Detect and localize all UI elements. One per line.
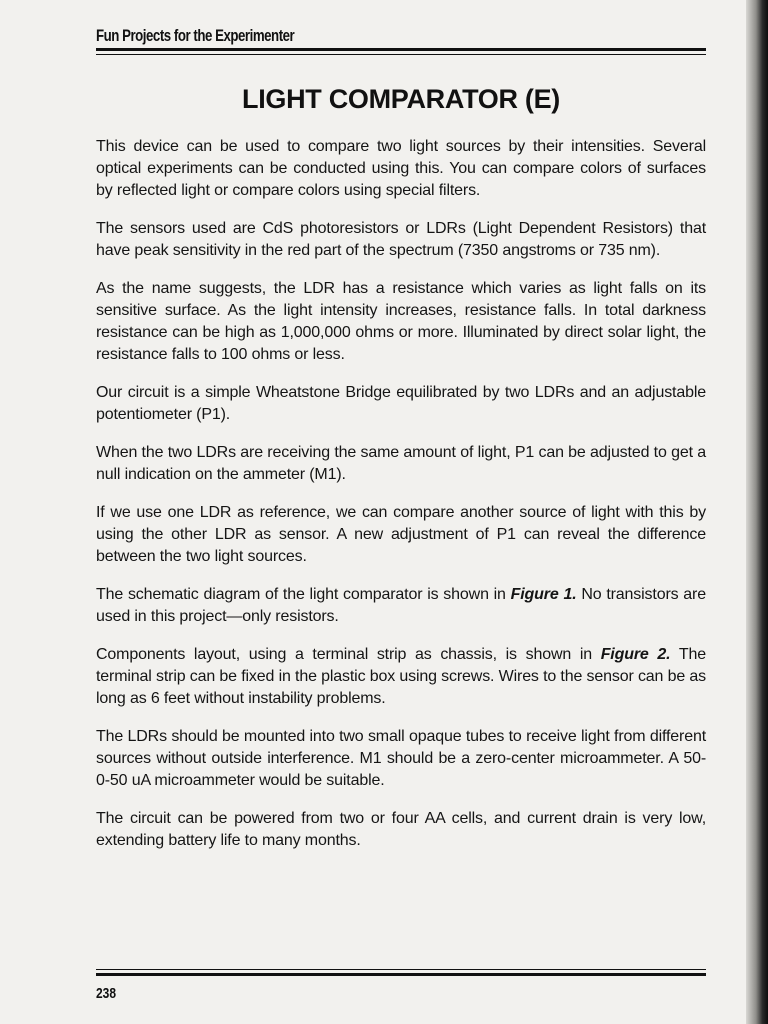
header-rule-thick: [96, 48, 706, 51]
page-number: 238: [96, 985, 117, 1002]
paragraph-layout: [96, 644, 706, 710]
header-rule-thin: [96, 54, 706, 55]
paragraph-reference: If we use one LDR as reference, we can compare another source of light with this by using the other LDR as sensor. A new adjustment of P1 can reveal the difference between the two light sources.: [96, 504, 706, 565]
paragraph-bridge: Our circuit is a simple Wheatstone Bridge equilibrated by two LDRs and an adjustable potentiometer (P1).: [96, 384, 706, 423]
article-body: [96, 136, 706, 868]
text-run: The schematic diagram of the light comparator is shown in: [96, 586, 511, 603]
paragraph-sensors: The sensors used are CdS photoresistors or LDRs (Light Dependent Resistors) that have peak sensitivity in the red part of the spectrum (7350 angstroms or 735 nm).: [96, 220, 706, 259]
paragraph-intro: This device can be used to compare two light sources by their intensities. Several optical experiments can be conducted using this. You can compare colors of surfaces by reflected light or compare colors using special filters.: [96, 138, 706, 199]
paragraph-null-adjust: When the two LDRs are receiving the same amount of light, P1 can be adjusted to get a null indication on the ammeter (M1).: [96, 444, 706, 483]
paragraph-schematic: [96, 584, 706, 628]
text-run: No transistors are used in this project—only resistors.: [96, 586, 706, 625]
figure-reference[interactable]: Figure 2.: [600, 646, 671, 663]
footer-rule-thick: [96, 973, 706, 976]
footer-rule-thin: [96, 969, 706, 970]
paragraph-power: The circuit can be powered from two or four AA cells, and current drain is very low, extending battery life to many months.: [96, 810, 706, 849]
figure-reference[interactable]: Figure 1.: [510, 586, 577, 603]
scan-binding-edge: [746, 0, 768, 1024]
paragraph-ldr-resistance: As the name suggests, the LDR has a resistance which varies as light falls on its sensitive surface. As the light intensity increases, resistance falls. In total darkness resistance can be high as 1,000,000 ohms or more. Illuminated by direct solar light, the resistance falls to 100 ohms or less.: [96, 280, 706, 363]
text-run: Components layout, using a terminal strip as chassis, is shown in: [96, 646, 601, 663]
paragraph-mounting: The LDRs should be mounted into two small opaque tubes to receive light from different sources without outside interference. M1 should be a zero-center microammeter. A 50-0-50 uA microammeter would be suitable.: [96, 728, 706, 789]
article-title: LIGHT COMPARATOR (E): [242, 84, 560, 114]
text-run: The terminal strip can be fixed in the plastic box using screws. Wires to the sensor can be as long as 6 feet without instability problems.: [96, 646, 706, 707]
book-page: [96, 0, 706, 1024]
running-header: Fun Projects for the Experimenter: [96, 26, 295, 45]
